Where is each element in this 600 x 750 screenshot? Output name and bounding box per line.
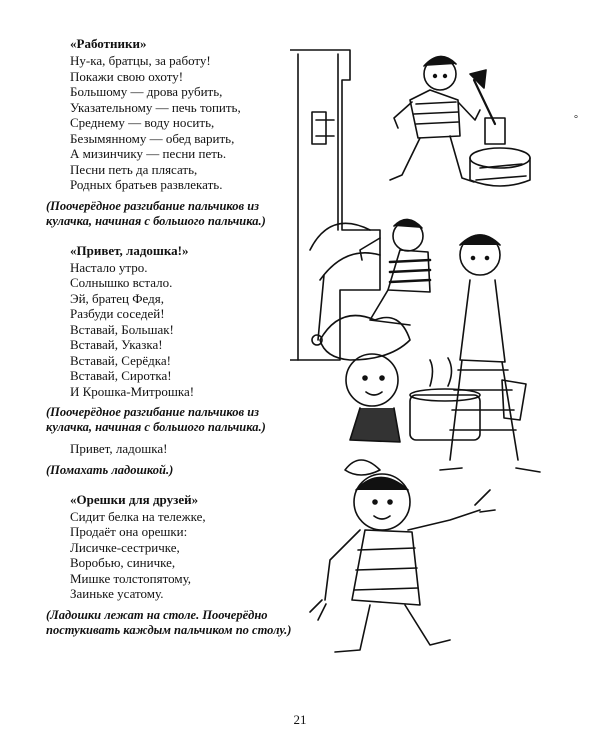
poem-line: Среднему — воду носить,: [70, 115, 215, 130]
poem-line: Вставай, Указка!: [70, 337, 163, 352]
poem-line: Сидит белка на тележке,: [70, 508, 206, 524]
page-number: 21: [293, 712, 307, 727]
poem-line: Песни петь да плясать,: [70, 161, 198, 177]
text-column: [46, 36, 296, 638]
poem-line: А мизинчику — песни петь.: [70, 146, 227, 161]
poem-line: Лисичке-сестричке,: [70, 539, 180, 555]
poem-line: Указательному — печь топить,: [70, 99, 241, 115]
poem-line: Вставай, Большак!: [70, 321, 174, 337]
poem-privet-ladoshka: [46, 243, 296, 478]
poem-title: «Работники»: [70, 36, 147, 51]
poem-line: Мишке толстопятому,: [70, 570, 192, 586]
five-children-illustration: [290, 40, 590, 660]
poem-line: Вставай, Сиротка!: [70, 368, 172, 383]
poem-line: И Крошка-Митрошка!: [70, 383, 195, 399]
instruction-note: (Поочерёдное разгибание пальчиков из кулачка, начиная с большого пальчика.): [46, 405, 266, 434]
boy-chopping-wood: [390, 56, 530, 186]
girl-with-bow: [310, 460, 495, 652]
poem-line: Большому — дрова рубить,: [70, 84, 223, 99]
stove-drawing: [290, 50, 380, 360]
poem-line: Воробью, синичке,: [70, 555, 176, 570]
poem-line: Ну-ка, братцы, за работу!: [70, 53, 211, 68]
poem-line: Безымянному — обед варить,: [70, 130, 235, 146]
poem-line: Заиньке усатому.: [70, 586, 164, 601]
boy-with-bucket: [440, 235, 540, 472]
poem-line: Вставай, Серёдка!: [70, 352, 171, 368]
poem-title: «Орешки для друзей»: [70, 491, 199, 507]
poem-line: Солнышко встало.: [70, 275, 173, 290]
instruction-note: (Помахать ладошкой.): [46, 462, 174, 477]
poem-line: Покажи свою охоту!: [70, 68, 184, 84]
boy-cooking: [360, 219, 430, 325]
poem-oreshki: [46, 492, 296, 638]
poem-title: «Привет, ладошка!»: [70, 242, 189, 258]
poem-line: Родных братьев развлекать.: [70, 177, 223, 192]
poem-line: Привет, ладошка!: [70, 441, 168, 456]
poem-line: Настало утро.: [70, 259, 148, 275]
poem-line: Продаёт она орешки:: [70, 524, 188, 539]
poem-line: Разбуди соседей!: [70, 306, 165, 321]
chef-boy-with-pot: [320, 316, 480, 443]
instruction-note: (Ладошки лежат на столе. Поочерёдно постукивать каждым пальчиком по столу.): [46, 607, 292, 637]
margin-mark: °: [574, 114, 578, 125]
poem-rabotniki: [46, 36, 296, 229]
poem-line: Эй, братец Федя,: [70, 290, 164, 306]
instruction-note: (Поочерёдное разгибание пальчиков из кулачка, начиная с большого пальчика.): [46, 198, 266, 228]
